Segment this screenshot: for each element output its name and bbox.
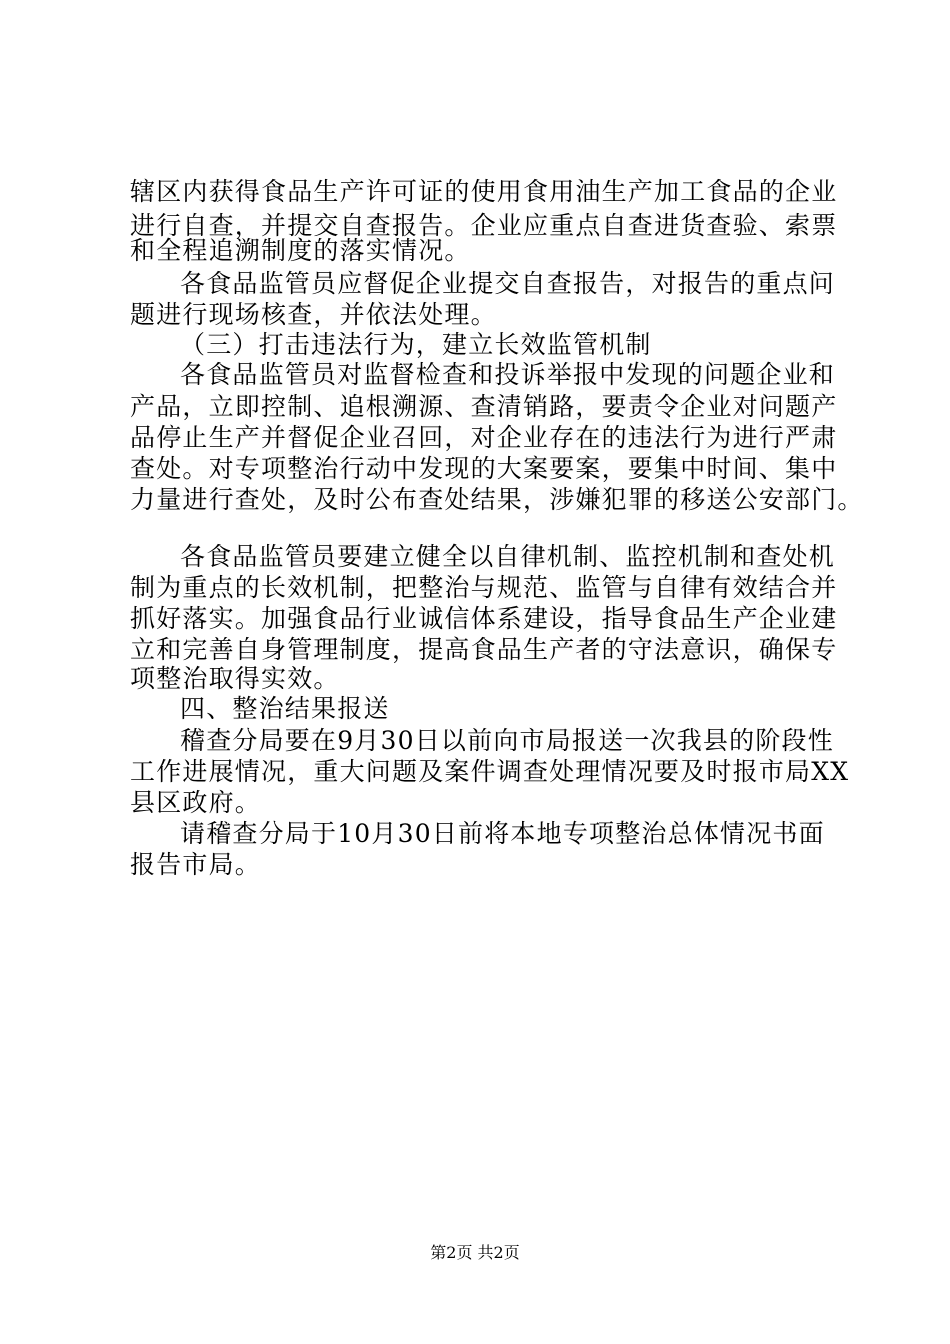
paragraph-line: 各食品监管员应督促企业提交自查报告，对报告的重点问 <box>180 269 836 298</box>
paragraph-line: 项整治取得实效。 <box>130 664 340 693</box>
paragraph-line: 抓好落实。加强食品行业诚信体系建设，指导食品生产企业建 <box>130 604 838 633</box>
section-heading: 四、整治结果报送 <box>180 694 390 723</box>
paragraph-line: 力量进行查处，及时公布查处结果，涉嫌犯罪的移送公安部门。 <box>130 485 864 514</box>
section-heading: （三）打击违法行为，建立长效监管机制 <box>180 330 652 359</box>
paragraph-line: 各食品监管员要建立健全以自律机制、监控机制和查处机 <box>180 542 836 571</box>
paragraph-line: 进行自查，并提交自查报告。企业应重点自查进货查验、索票 <box>130 211 838 240</box>
paragraph-line: 查处。对专项整治行动中发现的大案要案，要集中时间、集中 <box>130 454 838 483</box>
paragraph-line: 辖区内获得食品生产许可证的使用食用油生产加工食品的企业 <box>130 177 838 206</box>
page-number: 第2页 共2页 <box>430 1243 520 1262</box>
paragraph-line: 和全程追溯制度的落实情况。 <box>130 236 471 265</box>
paragraph-line: 题进行现场核查，并依法处理。 <box>130 300 497 329</box>
paragraph-line: 工作进展情况，重大问题及案件调查处理情况要及时报市局XX <box>130 757 850 786</box>
paragraph-line: 制为重点的长效机制，把整治与规范、监管与自律有效结合并 <box>130 573 838 602</box>
paragraph-line: 报告市局。 <box>130 850 262 879</box>
paragraph-line: 县区政府。 <box>130 788 262 817</box>
paragraph-line: 请稽查分局于10月30日前将本地专项整治总体情况书面 <box>180 819 825 848</box>
paragraph-line: 立和完善自身管理制度，提高食品生产者的守法意识，确保专 <box>130 635 838 664</box>
paragraph-line: 产品，立即控制、追根溯源、查清销路，要责令企业对问题产 <box>130 392 838 421</box>
paragraph-line: 各食品监管员对监督检查和投诉举报中发现的问题企业和 <box>180 360 836 389</box>
paragraph-line: 品停止生产并督促企业召回，对企业存在的违法行为进行严肃 <box>130 423 838 452</box>
paragraph-line: 稽查分局要在9月30日以前向市局报送一次我县的阶段性 <box>180 726 834 755</box>
